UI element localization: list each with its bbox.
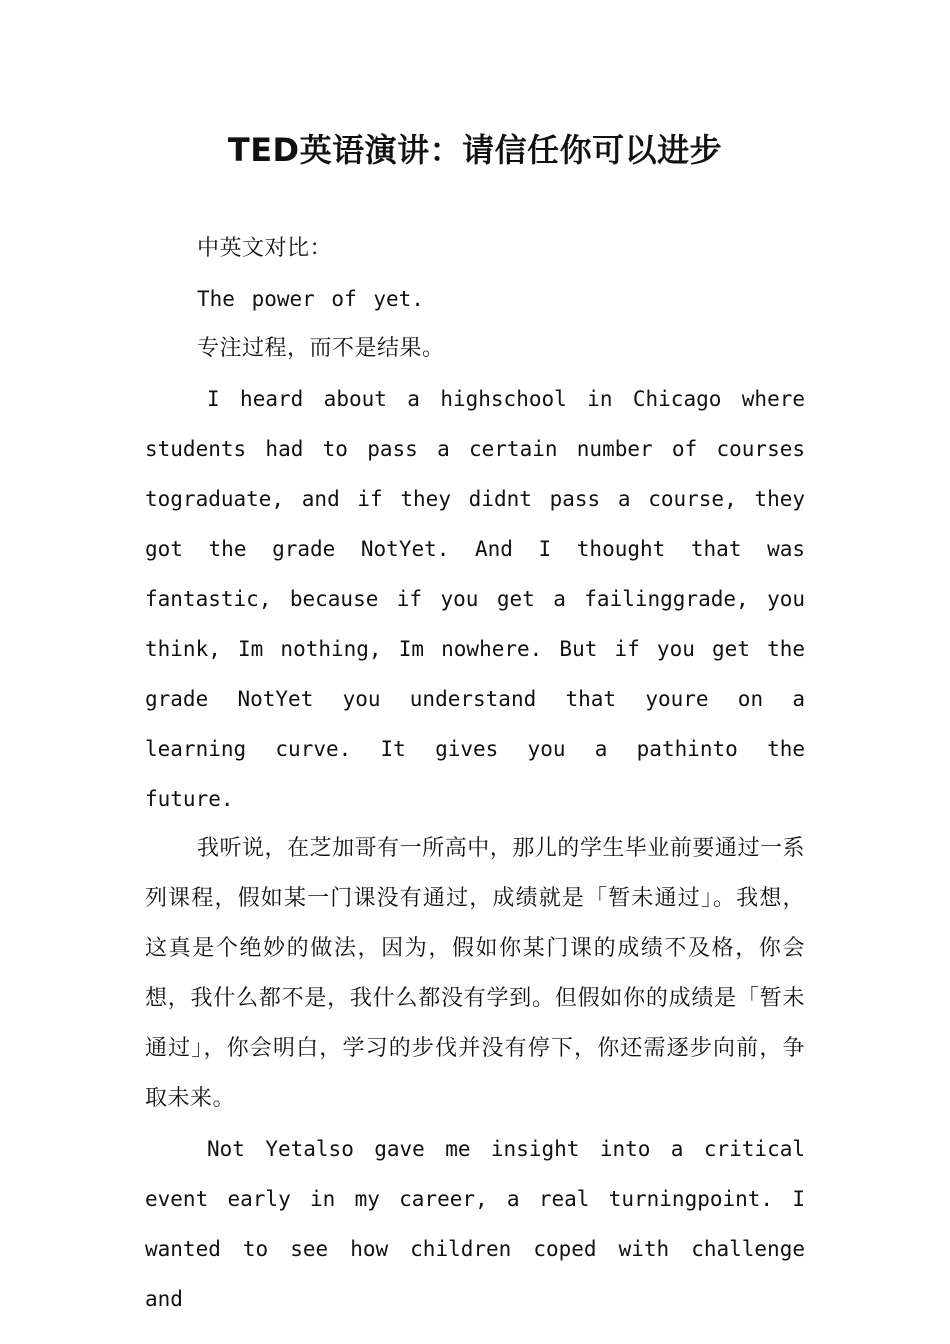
- paragraph-english-2: Not Yetalso gave me insight into a critical event early in my career, a real turningpoint. I wanted to see how children coped with challenge and: [145, 1137, 805, 1311]
- paragraph-english-heading: The power of yet.: [197, 287, 424, 311]
- document-body: [145, 224, 805, 1324]
- document-title: TED英语演讲：请信任你可以进步: [227, 131, 723, 169]
- paragraph-chinese-1: 我听说，在芝加哥有一所高中，那儿的学生毕业前要通过一系列课程，假如某一门课没有通过，成绩就是「暂未通过」。我想，这真是个绝妙的做法，因为，假如你某门课的成绩不及格，你会想，我什么都不是，我什么都没有学到。但假如你的成绩是「暂未通过」，你会明白，学习的步伐并没有停下，你还需逐步向前，争取未来。: [145, 836, 805, 1111]
- paragraph-chinese-heading: 专注过程，而不是结果。: [197, 336, 445, 361]
- paragraph-english-1: I heard about a highschool in Chicago where students had to pass a certain number of courses tograduate, and if they didnt pass a course, they got the grade NotYet. And I thought that was fantastic, because if you get a failinggrade, you think, Im nothing, Im nowhere. But if you get the grade NotYet you understand that youre on a learning curve. It gives you a pathinto the future.: [145, 387, 805, 811]
- paragraph-label: 中英文对比：: [197, 236, 333, 261]
